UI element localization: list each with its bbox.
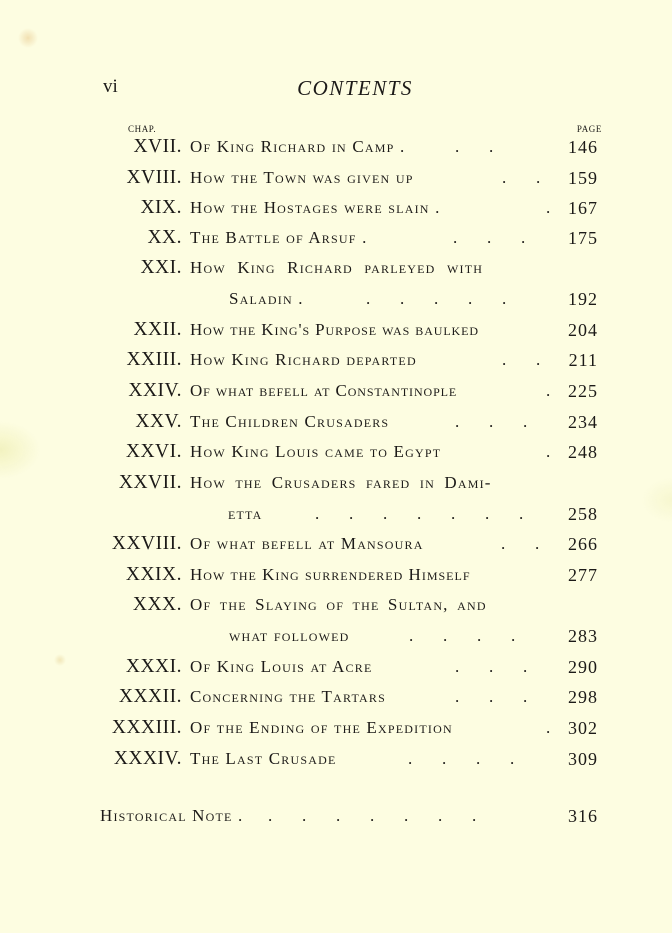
toc-entry [0, 311, 672, 341]
page-number: 316 [568, 806, 598, 826]
chapter-title: How King Richard parleyed with [190, 258, 484, 277]
chapter-title: The Battle of Arsuf . [190, 228, 368, 247]
chapter-title-continuation: etta [228, 504, 263, 523]
chapter-number: XXXIV. [113, 748, 182, 769]
dot-leaders: . . [502, 350, 541, 369]
page-number: 283 [568, 626, 598, 646]
chapter-title: How the Town was given up [190, 168, 414, 187]
chapter-title: Of the Slaying of the Sultan, and [190, 595, 487, 614]
dot-leaders: . . . . . [366, 289, 507, 308]
chapter-title: The Last Crusade [190, 749, 337, 768]
chapter-title: How the Hostages were slain . [190, 198, 441, 217]
page-folio: vi [103, 76, 118, 97]
dot-leaders: . . . [455, 412, 528, 431]
historical-note-title: Historical Note . [100, 806, 244, 825]
chapter-number: XXIII. [126, 349, 182, 370]
page-number: 309 [568, 749, 598, 769]
chapter-number: XXVII. [118, 472, 182, 493]
chapter-title: Of what befell at Mansoura [190, 534, 424, 553]
toc-entry [0, 189, 672, 219]
chapter-title: The Children Crusaders [190, 412, 390, 431]
historical-note-entry [0, 797, 672, 827]
chapter-number: XVII. [133, 136, 182, 157]
chapter-number: XXV. [135, 411, 182, 432]
dot-leaders: . . [502, 168, 541, 187]
dot-leaders: . . [501, 534, 540, 553]
chapter-number: XIX. [140, 197, 182, 218]
dot-leaders: . . . . [408, 749, 515, 768]
chapter-title: Concerning the Tartars [190, 687, 386, 706]
chapter-number: XXIX. [125, 564, 182, 585]
chapter-number: XXI. [140, 257, 182, 278]
dot-leaders: . . . [455, 687, 528, 706]
chapter-number: XXXIII. [111, 717, 182, 738]
page-number: 225 [568, 381, 598, 401]
chapter-number: XXIV. [128, 380, 182, 401]
dot-leaders: . [546, 381, 551, 400]
dot-leaders: . . . [455, 657, 528, 676]
toc-entry [0, 740, 672, 770]
page-number: 159 [568, 168, 598, 188]
toc-entry-continuation [0, 495, 672, 525]
chapter-title-continuation: Saladin . [229, 289, 304, 308]
chapter-title: Of what befell at Constantinople [190, 381, 458, 400]
chapter-number: XXXI. [125, 656, 182, 677]
chapter-title: How King Louis came to Egypt [190, 442, 442, 461]
toc-entry [0, 648, 672, 678]
page-number: 167 [568, 198, 598, 218]
page-number: 277 [568, 565, 598, 585]
toc-entry [0, 678, 672, 708]
toc-entry-continuation [0, 280, 672, 310]
chapter-number: XX. [147, 227, 182, 248]
chapter-number: XXX. [132, 594, 182, 615]
dot-leaders: . . [455, 137, 494, 156]
dot-leaders: . . . . . . . [315, 504, 524, 523]
toc-entry [0, 586, 672, 616]
chap-column-header: CHAP. [128, 124, 157, 134]
page-number: 204 [568, 320, 598, 340]
page-number: 211 [568, 350, 598, 370]
page-number: 234 [568, 412, 598, 432]
toc-entry [0, 556, 672, 586]
page-column-header: PAGE [576, 124, 602, 134]
chapter-title: Of King Louis at Acre [190, 657, 373, 676]
toc-entry-continuation [0, 617, 672, 647]
dot-leaders: . . . . [409, 626, 516, 645]
toc-entry [0, 341, 672, 371]
chapter-number: XXXII. [118, 686, 182, 707]
toc-entry [0, 159, 672, 189]
chapter-title: How the King's Purpose was baulked [190, 320, 479, 339]
chapter-title: Of the Ending of the Expedition [190, 718, 453, 737]
page-number: 192 [568, 289, 598, 309]
chapter-number: XXII. [133, 319, 182, 340]
page-number: 146 [568, 137, 598, 157]
page-number: 290 [568, 657, 598, 677]
chapter-title: How King Richard departed [190, 350, 417, 369]
dot-leaders: . . . . . . . [268, 806, 477, 825]
chapter-title-continuation: what followed [229, 626, 350, 645]
chapter-number: XXVI. [125, 441, 182, 462]
page-number: 248 [568, 442, 598, 462]
toc-entry [0, 219, 672, 249]
chapter-title: How the Crusaders fared in Dami- [190, 473, 492, 492]
chapter-number: XVIII. [126, 167, 182, 188]
chapter-title: Of King Richard in Camp . [190, 137, 406, 156]
dot-leaders: . . . [453, 228, 526, 247]
page-number: 266 [568, 534, 598, 554]
chapter-title: How the King surrendered Himself [190, 565, 471, 584]
toc-entry [0, 525, 672, 555]
dot-leaders: . [546, 442, 551, 461]
toc-entry [0, 403, 672, 433]
dot-leaders: . [546, 718, 551, 737]
page-number: 175 [568, 228, 598, 248]
toc-entry [0, 128, 672, 158]
page-number: 258 [568, 504, 598, 524]
dot-leaders: . [546, 198, 551, 217]
toc-entry [0, 372, 672, 402]
toc-entry [0, 464, 672, 494]
toc-entry [0, 433, 672, 463]
page-number: 298 [568, 687, 598, 707]
page-number: 302 [568, 718, 598, 738]
toc-entry [0, 709, 672, 739]
chapter-number: XXVIII. [111, 533, 182, 554]
running-title: CONTENTS [297, 76, 413, 100]
toc-entry [0, 249, 672, 279]
